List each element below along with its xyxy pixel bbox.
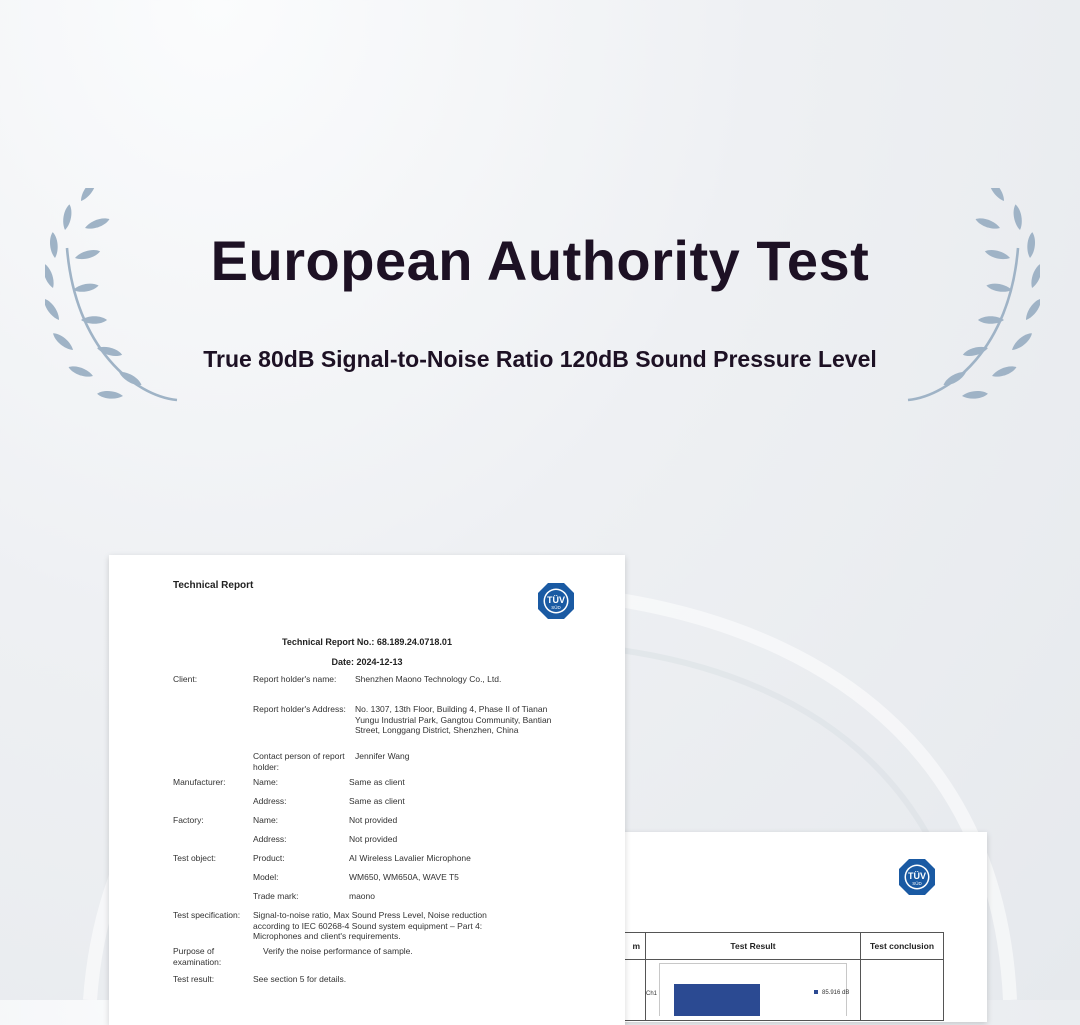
detail-value: Verify the noise performance of sample.	[263, 946, 413, 956]
detail-section: Purpose of examination:	[173, 946, 222, 967]
detail-value: WM650, WM650A, WAVE T5	[349, 872, 459, 882]
detail-value: Same as client	[349, 796, 405, 806]
column-header-item: m	[606, 933, 646, 960]
snr-mini-chart	[646, 963, 850, 1016]
column-header-test-conclusion: Test conclusion	[861, 933, 944, 960]
detail-row	[173, 674, 573, 704]
detail-value: Same as client	[349, 777, 405, 787]
detail-field: Model:	[253, 872, 279, 882]
detail-row	[173, 834, 573, 853]
detail-value: maono	[349, 891, 375, 901]
detail-section: Test result:	[173, 974, 215, 984]
detail-field: Address:	[253, 834, 287, 844]
detail-row	[173, 815, 573, 834]
detail-field: Product:	[253, 853, 285, 863]
report-details	[173, 674, 573, 990]
technical-report-page	[109, 555, 625, 1025]
detail-value: Signal-to-noise ratio, Max Sound Press Level, Noise reduction according to IEC 60268-4 Sound system equipment – Part 4: Microphones and client's requirements.	[253, 910, 487, 941]
detail-row	[173, 872, 573, 891]
detail-value: See section 5 for details.	[253, 974, 347, 984]
detail-field: Report holder's Address:	[253, 704, 346, 714]
detail-section: Manufacturer:	[173, 777, 226, 787]
table-cell	[861, 960, 944, 1021]
page-title: European Authority Test	[210, 229, 870, 292]
detail-section: Client:	[173, 674, 198, 684]
tuv-logo-text: TÜV	[908, 871, 926, 881]
detail-value: No. 1307, 13th Floor, Building 4, Phase II of Tianan Yungu Industrial Park, Gangtou Community, Bantian Street, Longgang District, Shenzhen, China	[355, 704, 552, 735]
report-date: Date: 2024-12-13	[331, 657, 403, 667]
detail-field: Contact person of report holder:	[253, 751, 345, 772]
report-number: Technical Report No.: 68.189.24.0718.01	[282, 637, 452, 647]
detail-value: Jennifer Wang	[355, 751, 410, 761]
tuv-logo-text: TÜV	[547, 595, 565, 605]
report-label: Technical Report	[173, 580, 254, 591]
sud-logo-text: SÜD	[912, 881, 922, 886]
detail-section	[173, 704, 253, 751]
results-table	[605, 932, 944, 1021]
detail-field: Address:	[253, 796, 287, 806]
detail-row-wide	[173, 946, 573, 974]
chart-channel-label: Ch1	[646, 991, 658, 997]
chart-value-label: 85.916 dB	[814, 990, 849, 996]
detail-row-wide	[173, 910, 573, 946]
detail-row	[173, 891, 573, 910]
detail-row	[173, 796, 573, 815]
detail-section	[173, 834, 253, 853]
detail-section	[173, 891, 253, 910]
detail-value: Not provided	[349, 815, 398, 825]
detail-row-wide	[173, 974, 573, 990]
detail-field: Name:	[253, 777, 279, 787]
detail-field: Trade mark:	[253, 891, 299, 901]
report-page-results	[605, 832, 987, 1022]
detail-section	[173, 751, 253, 777]
page-subtitle: True 80dB Signal-to-Noise Ratio 120dB Sound Pressure Level	[203, 346, 877, 372]
detail-value: AI Wireless Lavalier Microphone	[349, 853, 471, 863]
detail-field: Name:	[253, 815, 279, 825]
detail-row	[173, 704, 573, 751]
table-cell-chart	[646, 960, 861, 1021]
tuv-sud-logo	[898, 858, 936, 896]
detail-section: Test object:	[173, 853, 216, 863]
tuv-sud-logo	[537, 582, 575, 620]
detail-value: Not provided	[349, 834, 398, 844]
detail-section	[173, 872, 253, 891]
detail-row	[173, 751, 573, 777]
laurel-wreath-icon-right	[905, 188, 1040, 423]
detail-section	[173, 796, 253, 815]
sud-logo-text: SÜD	[551, 605, 561, 610]
detail-value: Shenzhen Maono Technology Co., Ltd.	[355, 674, 502, 684]
laurel-wreath-icon-left	[45, 188, 180, 423]
detail-field: Report holder's name:	[253, 674, 337, 684]
detail-row	[173, 853, 573, 872]
detail-section: Factory:	[173, 815, 204, 825]
detail-row	[173, 777, 573, 796]
column-header-test-result: Test Result	[646, 933, 861, 960]
detail-section: Test specification:	[173, 910, 241, 920]
chart-bar-ch1	[674, 984, 760, 1016]
